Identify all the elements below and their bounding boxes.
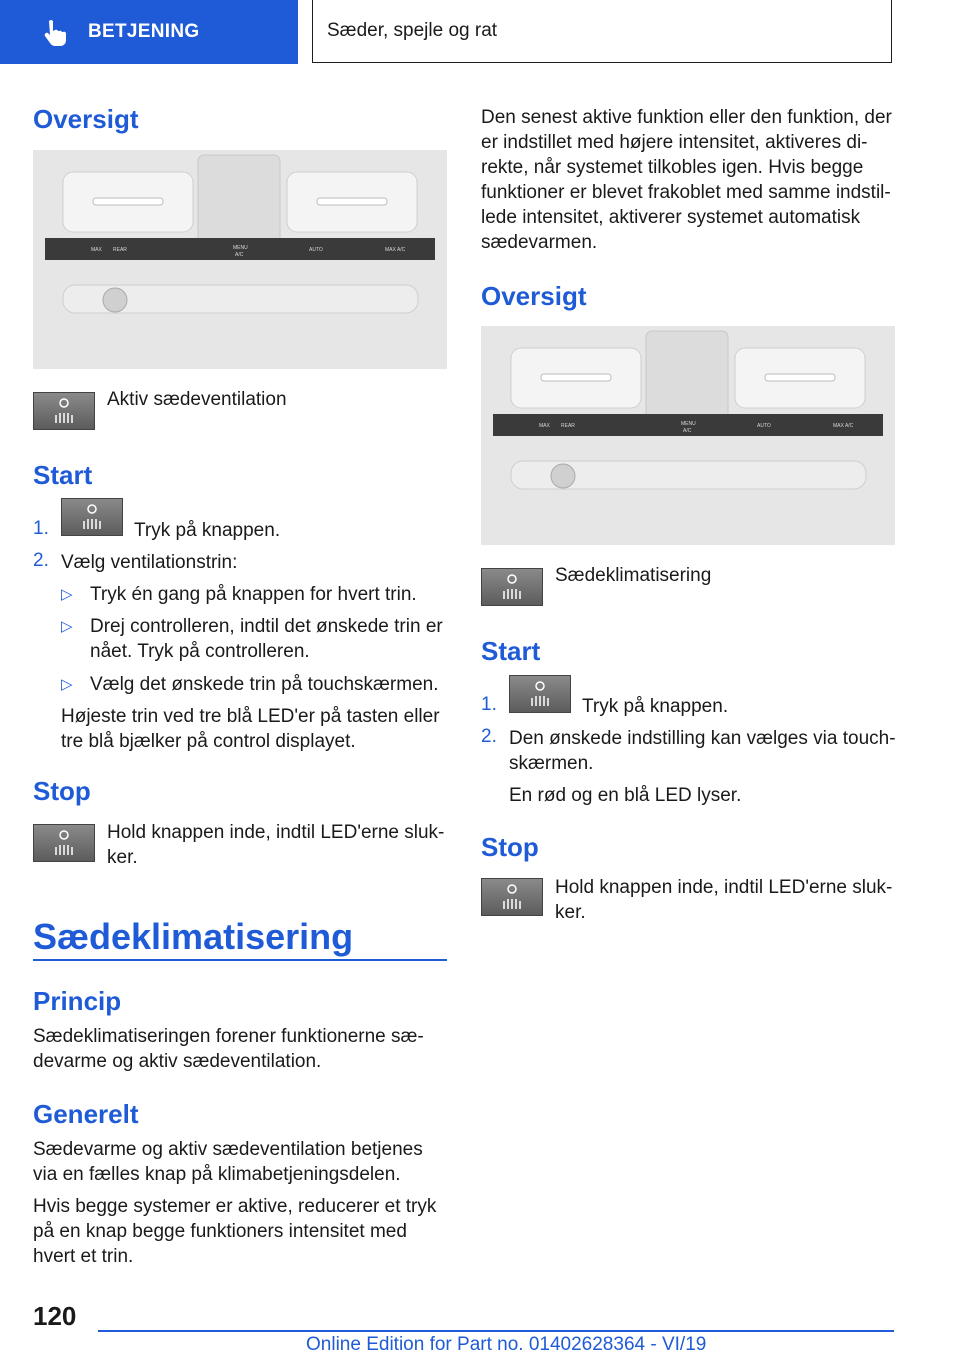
hand-pointer-icon xyxy=(40,17,70,47)
panel-label-maxac: MAX A/C xyxy=(833,423,854,429)
heading-stop: Stop xyxy=(481,832,539,862)
panel-label-menu: MENU xyxy=(233,245,248,251)
step-text: Den ønskede indstilling kan vælges via touch- xyxy=(509,728,896,749)
climate-panel-drawing xyxy=(481,326,895,545)
section-label: BETJENING xyxy=(88,21,200,42)
panel-label-ac: A/C xyxy=(683,428,692,434)
stop-text: ker. xyxy=(555,902,586,923)
panel-label-auto: AUTO xyxy=(757,423,771,429)
climate-panel-image xyxy=(481,326,895,545)
footer-rule xyxy=(98,1330,894,1332)
seat-ventilation-icon xyxy=(33,392,95,430)
panel-label-menu: MENU xyxy=(681,421,696,427)
step-number: 2. xyxy=(33,550,49,571)
step-number: 1. xyxy=(33,518,49,539)
caption-saedeklimatisering: Sædeklimatisering xyxy=(555,565,712,586)
body-text: Hvis begge systemer er aktive, reducerer et tryk xyxy=(33,1196,437,1217)
body-text: er indstillet med højere intensitet, aktiveres di- xyxy=(481,132,868,153)
panel-label-rear: REAR xyxy=(561,423,575,429)
body-text: på en knap begge funktioners intensitet med xyxy=(33,1221,407,1242)
stop-text: Hold knappen inde, indtil LED'erne sluk- xyxy=(555,877,893,898)
body-text: via en fælles knap på klimabetjeningsdelen. xyxy=(33,1164,401,1185)
body-text: Sædevarme og aktiv sædeventilation betjenes xyxy=(33,1139,423,1160)
heading-start: Start xyxy=(481,636,541,666)
heading-generelt: Generelt xyxy=(33,1099,139,1129)
panel-label-maxac: MAX A/C xyxy=(385,247,406,253)
body-text: sædevarmen. xyxy=(481,232,598,253)
climate-panel-image xyxy=(33,150,447,369)
stop-text: ker. xyxy=(107,847,138,868)
body-text: Sædeklimatiseringen forener funktionerne sæ- xyxy=(33,1026,424,1047)
panel-label-max: MAX xyxy=(539,423,550,429)
body-text: hvert et trin. xyxy=(33,1246,134,1267)
body-text: funktioner er blevet frakoblet med samme indstil- xyxy=(481,182,891,203)
seat-climate-icon xyxy=(509,675,571,713)
bullet-text: nået. Tryk på controlleren. xyxy=(90,641,310,662)
seat-ventilation-icon xyxy=(33,824,95,862)
bullet-triangle-icon: ▷ xyxy=(61,586,73,603)
heading-saedeklimatisering: Sædeklimatisering xyxy=(33,916,354,957)
footer-edition: Online Edition for Part no. 01402628364 - VI/19 xyxy=(306,1334,707,1355)
seat-ventilation-icon xyxy=(61,498,123,536)
panel-label-auto: AUTO xyxy=(309,247,323,253)
bullet-text: Drej controlleren, indtil det ønskede trin er xyxy=(90,616,443,637)
seat-climate-icon xyxy=(481,568,543,606)
seat-climate-icon xyxy=(481,878,543,916)
page-number: 120 xyxy=(33,1301,77,1331)
panel-label-max: MAX xyxy=(91,247,102,253)
section-tab[interactable] xyxy=(0,0,298,64)
chapter-title: Sæder, spejle og rat xyxy=(312,0,892,63)
panel-label-rear: REAR xyxy=(113,247,127,253)
note-text: tre blå bjælker på control displayet. xyxy=(61,731,356,752)
step-text: Tryk på knappen. xyxy=(134,520,281,541)
bullet-text: Vælg det ønskede trin på touchskærmen. xyxy=(90,674,439,695)
body-text: devarme og aktiv sædeventilation. xyxy=(33,1051,322,1072)
heading-stop: Stop xyxy=(33,776,91,806)
step-text: Vælg ventilationstrin: xyxy=(61,552,238,573)
heading-oversigt: Oversigt xyxy=(33,104,139,134)
body-text: Den senest aktive funktion eller den funktion, der xyxy=(481,107,892,128)
body-text: lede intensitet, aktiverer systemet automatisk xyxy=(481,207,861,228)
stop-text: Hold knappen inde, indtil LED'erne sluk- xyxy=(107,822,445,843)
bullet-triangle-icon: ▷ xyxy=(61,676,73,693)
panel-label-ac: A/C xyxy=(235,252,244,258)
bullet-triangle-icon: ▷ xyxy=(61,618,73,635)
heading-oversigt: Oversigt xyxy=(481,281,587,311)
body-text: rekte, når systemet tilkobles igen. Hvis begge xyxy=(481,157,864,178)
step-text: Tryk på knappen. xyxy=(582,696,729,717)
heading-start: Start xyxy=(33,460,93,490)
step-number: 2. xyxy=(481,726,497,747)
climate-panel-drawing xyxy=(33,150,447,369)
note-text: Højeste trin ved tre blå LED'er på tasten eller xyxy=(61,706,440,727)
bullet-text: Tryk én gang på knappen for hvert trin. xyxy=(90,584,417,605)
caption-aktiv-saedeventilation: Aktiv sædeventilation xyxy=(107,389,287,410)
step-text: skærmen. xyxy=(509,753,594,774)
heading-underline xyxy=(33,959,447,961)
note-text: En rød og en blå LED lyser. xyxy=(509,785,742,806)
step-number: 1. xyxy=(481,694,497,715)
heading-princip: Princip xyxy=(33,986,122,1016)
